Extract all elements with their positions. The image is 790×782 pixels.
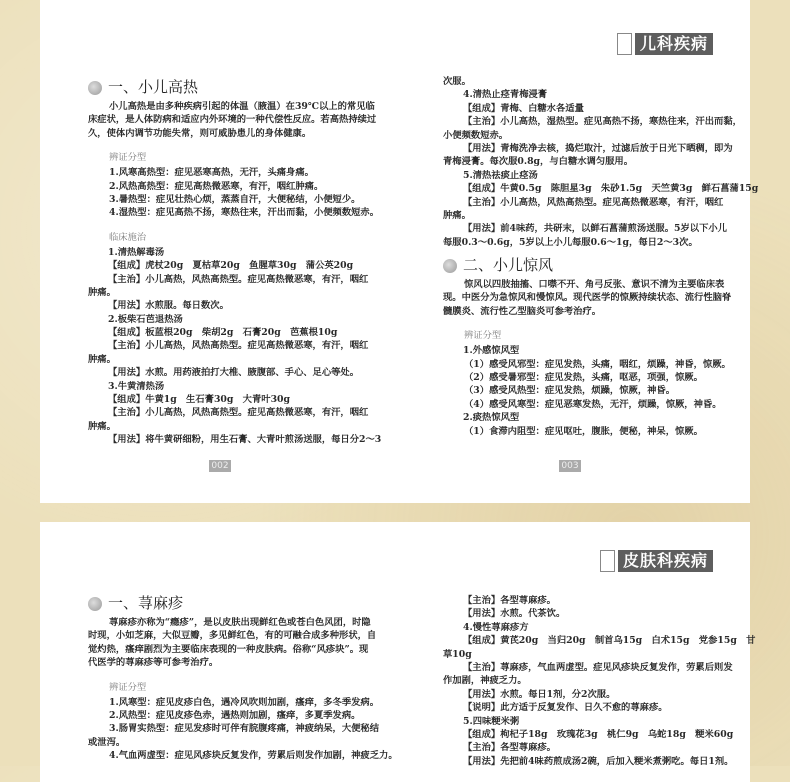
numbered-item: 5.四味粳米粥: [463, 715, 520, 727]
subsection-label: 辨证分型: [109, 681, 147, 693]
continuation-line: 久，使体内调节功能失常，则可威胁患儿的身体健康。: [88, 127, 312, 139]
recipe-field-line: 【用法】水煎。代茶饮。: [463, 608, 566, 620]
left-column: [88, 591, 398, 763]
list-item: 1.风寒型：症见皮疹白色，遇冷风吹则加剧，瘙痒，多冬季发病。: [109, 696, 380, 708]
paragraph-line: 小儿高热是由多种疾病引起的体温（腋温）在39℃以上的常见临: [109, 101, 375, 112]
tag-square-icon: [617, 33, 632, 55]
continuation-line: 肿痛。: [443, 209, 471, 221]
chapter-tag-label: 儿科疾病: [635, 33, 713, 55]
recipe-field-line: 【主治】荨麻疹，气血两虚型。症见风疹块反复发作，劳累后则发: [463, 661, 733, 673]
continuation-line: 时现，小如芝麻，大似豆瓣，多见鲜红色，有的可融合成多种形状，自: [88, 630, 377, 642]
recipe-field-line: 【用法】水煎服。每日数次。: [108, 300, 229, 312]
continuation-line: 代医学的荨麻疹等可参考治疗。: [88, 657, 219, 669]
page-number: 003: [559, 460, 581, 472]
recipe-field-line: 【组成】板蓝根20g 柴胡2g 石膏20g 芭蕉根10g: [108, 327, 338, 339]
chapter-tag: [600, 550, 713, 572]
list-item: 4.湿热型：症见高热不扬，寒热往来，汗出而黏，小便频数短赤。: [109, 207, 380, 219]
recipe-field-line: 【用法】青梅洗净去核，捣烂取汁，过滤后放于日光下晒稠，即为: [463, 142, 733, 154]
recipe-field-line: 【组成】虎杖20g 夏枯草20g 鱼腥草30g 蒲公英20g: [108, 260, 354, 272]
continuation-line: 次服。: [443, 76, 471, 87]
continuation-line: 草10g: [443, 648, 472, 660]
heading-text: 一、小儿高热: [108, 78, 199, 96]
list-item: 1.风寒高热型：症见恶寒高热，无汗，头痛身痛。: [109, 167, 314, 179]
recipe-field-line: 【主治】小儿高热，风热高热型。症见高热微恶寒，有汗，咽红: [108, 273, 369, 285]
subsection-label: 辨证分型: [109, 152, 147, 164]
right-column: [443, 594, 756, 768]
recipe-field-line: 【用法】将牛黄研细粉，用生石膏、大青叶煎汤送服，每日分2～3: [108, 434, 382, 446]
page-number: 002: [209, 460, 231, 472]
heading-bullet-icon: [443, 259, 457, 273]
continuation-line: 肿痛。: [88, 353, 116, 365]
tag-square-icon: [600, 550, 615, 572]
continuation-line: 肿痛。: [88, 420, 116, 432]
book-spread-pediatrics: [40, 0, 759, 503]
continuation-line: 作加剧，神疲乏力。: [443, 675, 527, 687]
numbered-item: 4.慢性荨麻疹方: [463, 621, 529, 633]
heading-text: 一、荨麻疹: [108, 594, 184, 612]
numbered-item: 1.外感惊风型: [463, 345, 520, 357]
recipe-field-line: 【用法】水煎。每日1剂，分2次服。: [463, 688, 616, 700]
recipe-field-line: 【主治】小儿高热，风热高热型。症见高热微恶寒，有汗，咽红: [463, 196, 724, 208]
list-item: 3.肠胃实热型：症见发疹时可伴有脘腹疼痛，神疲纳呆，大便秘结: [109, 723, 380, 735]
numbered-item: 2.板柴石芭退热汤: [108, 313, 183, 325]
recipe-field-line: 【主治】小儿高热，风热高热型。症见高热微恶寒，有汗，咽红: [108, 340, 369, 352]
continuation-line: 觉灼热，瘙痒剧烈为主要临床表现的一种皮肤病。俗称“风疹块”。现: [88, 643, 369, 655]
numbered-item: 3.牛黄清热汤: [108, 380, 165, 392]
list-item: （1）感受风邪型：症见发热，头痛，咽红，烦躁，神昏，惊厥。: [464, 358, 731, 370]
numbered-item: 1.清热解毒汤: [108, 246, 165, 258]
left-column: [88, 75, 382, 447]
list-item: （1）食滞内阻型：症见呕吐，腹胀，便秘，神呆，惊厥。: [464, 425, 703, 437]
recipe-field-line: 【主治】小儿高热，风热高热型。症见高热微恶寒，有汗，咽红: [108, 407, 369, 419]
section-heading: [88, 591, 354, 616]
right-column: [443, 75, 759, 438]
heading-bullet-icon: [88, 597, 102, 611]
list-item: （2）感受暑邪型：症见发热，头痛，呕恶，项强，惊厥。: [464, 372, 703, 384]
heading-bullet-icon: [88, 81, 102, 95]
continuation-line: 现。中医分为急惊风和慢惊风。现代医学的惊厥持续状态、流行性脑脊: [443, 292, 732, 304]
list-item: （4）感受风寒型：症见恶寒发热，无汗，烦躁，惊厥，神昏。: [464, 398, 722, 410]
continuation-line: 每服0.3～0.6g，5岁以上小儿每服0.6～1g，每日2～3次。: [443, 236, 698, 248]
recipe-field-line: 【组成】黄芪20g 当归20g 制首乌15g 白术15g 党参15g 甘: [463, 635, 756, 647]
continuation-line: 床症状，是人体防病和适应内外环境的一种代偿性反应。若高热持续过: [88, 114, 377, 126]
continuation-line: 青梅浸膏。每次服0.8g，与白糖水调匀服用。: [443, 156, 634, 168]
chapter-tag: [617, 33, 713, 55]
subsection-label: 辨证分型: [464, 330, 502, 342]
recipe-field-line: 【主治】小儿高热，湿热型。症见高热不扬，寒热往来，汗出而黏，: [463, 116, 742, 128]
numbered-item: 4.清热止痉青梅浸膏: [463, 89, 548, 101]
recipe-field-line: 【用法】水煎。用药液拍打大椎、腋腹部、手心、足心等处。: [108, 367, 360, 379]
recipe-field-line: 【组成】青梅、白糖水各适量: [463, 102, 584, 114]
recipe-field-line: 【用法】前4味药，共研末，以鲜石菖蒲煎汤送服。5岁以下小儿: [463, 223, 727, 235]
section-heading: [443, 253, 709, 278]
continuation-line: 肿痛。: [88, 286, 116, 298]
recipe-field-line: 【组成】枸杞子18g 玫瑰花3g 桃仁9g 乌蛇18g 粳米60g: [463, 728, 734, 740]
numbered-item: 2.痰热惊风型: [463, 412, 520, 424]
list-item: 2.风热高热型：症见高热微恶寒，有汗，咽红肿痛。: [109, 180, 324, 192]
recipe-field-line: 【主治】各型荨麻疹。: [463, 742, 556, 754]
continuation-line: 或泄泻。: [88, 736, 126, 748]
subsection-label: 临床施治: [109, 231, 147, 243]
recipe-field-line: 【说明】此方适于反复发作、日久不愈的荨麻疹。: [463, 702, 668, 714]
recipe-field-line: 【主治】各型荨麻疹。: [463, 595, 556, 606]
continuation-line: 小便频数短赤。: [443, 129, 509, 141]
numbered-item: 5.清热祛痰止痉汤: [463, 169, 538, 181]
recipe-field-line: 【用法】先把前4味药煎成汤2碗，后加入粳米煮粥吃。每日1剂。: [463, 755, 734, 767]
paragraph-line: 荨麻疹亦称为“瘾疹”，是以皮肤出现鲜红色或苍白色风团，时隐: [109, 617, 371, 628]
chapter-tag-label: 皮肤科疾病: [618, 550, 713, 572]
list-item: 3.暑热型：症见壮热心烦，蒸蒸自汗，大便秘结，小便短少。: [109, 193, 361, 205]
recipe-field-line: 【组成】牛黄1g 生石膏30g 大青叶30g: [108, 394, 291, 406]
recipe-field-line: 【组成】牛黄0.5g 陈胆星3g 朱砂1.5g 天竺黄3g 鲜石菖蒲15g: [463, 183, 759, 195]
book-spread-dermatology: [40, 522, 756, 782]
heading-text: 二、小儿惊风: [463, 256, 554, 275]
list-item: （3）感受风热型：症见发热，烦躁，惊厥，神昏。: [464, 385, 676, 397]
list-item: 4.气血两虚型：症见风疹块反复发作，劳累后则发作加剧，神疲乏力。: [109, 750, 398, 762]
list-item: 2.风热型：症见皮疹色赤，遇热则加剧，瘙痒，多夏季发病。: [109, 709, 361, 721]
paragraph-line: 惊风以四肢抽搐、口噤不开、角弓反张、意识不清为主要临床表: [464, 279, 725, 291]
continuation-line: 髓膜炎、流行性乙型脑炎可参考治疗。: [443, 305, 602, 317]
section-heading: [88, 75, 354, 100]
